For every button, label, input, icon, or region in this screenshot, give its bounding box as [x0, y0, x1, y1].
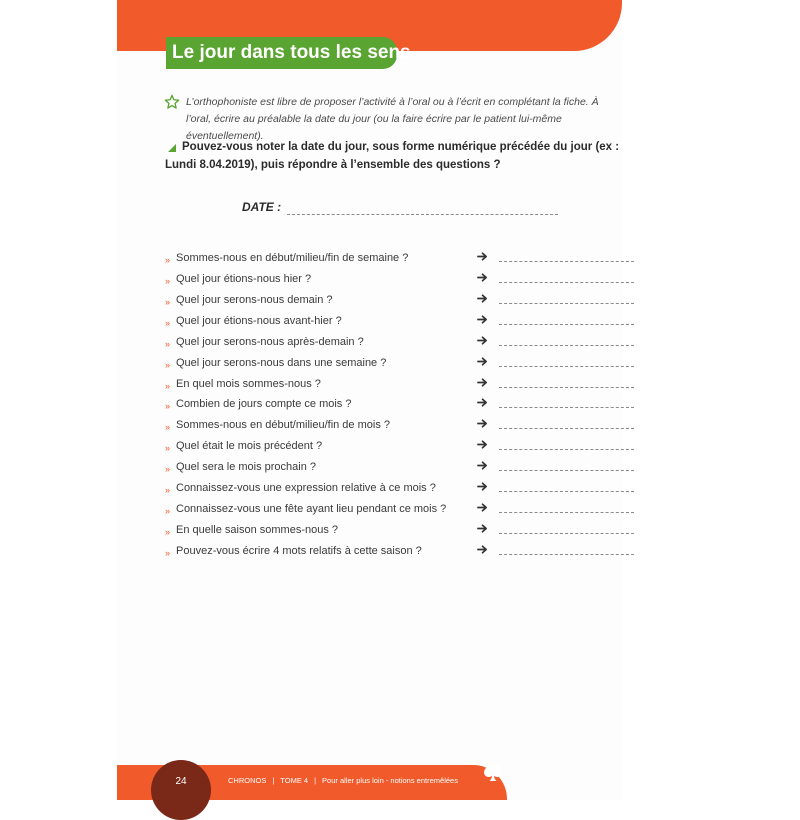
bullet-icon: »	[165, 526, 171, 537]
answer-line[interactable]	[499, 407, 634, 408]
item-text: Sommes-nous en début/milieu/fin de mois ?	[176, 419, 390, 432]
page-number-circle	[151, 760, 211, 820]
arrow-right-icon	[477, 418, 488, 429]
item-text: Quel était le mois précédent ?	[176, 440, 323, 453]
bullet-icon: »	[165, 506, 171, 517]
arrow-right-icon	[477, 356, 488, 367]
footer-separator: |	[272, 776, 275, 785]
answer-line[interactable]	[499, 470, 634, 471]
answer-line[interactable]	[499, 512, 634, 513]
list-item	[165, 356, 635, 377]
instructions-note: L’orthophoniste est libre de proposer l’activité à l’oral ou à l’écrit en complétant la fiche. À l’oral, écrire au préalable la date du jour (ou la faire écrire par le patient lui-même éventuellement).	[186, 96, 599, 142]
bullet-icon: »	[165, 359, 171, 370]
item-text: Quel jour serons-nous après-demain ?	[176, 335, 364, 348]
bullet-icon: »	[165, 422, 171, 433]
list-item	[165, 523, 635, 544]
item-text: Quel sera le mois prochain ?	[176, 461, 317, 474]
arrow-right-icon	[477, 523, 488, 534]
list-item	[165, 377, 635, 398]
bullet-icon: »	[165, 443, 171, 454]
item-text: En quelle saison sommes-nous ?	[176, 523, 339, 536]
item-text: Quel jour serons-nous dans une semaine ?	[176, 356, 387, 369]
footer-volume: TOME 4	[280, 776, 309, 785]
footer-series: CHRONOS	[228, 776, 267, 785]
item-text: Quel jour étions-nous hier ?	[176, 272, 312, 285]
footer-caption	[228, 776, 458, 785]
date-input-line[interactable]	[287, 214, 558, 215]
arrow-right-icon	[477, 272, 488, 283]
list-item	[165, 335, 635, 356]
arrow-right-icon	[477, 460, 488, 471]
star-outline-icon	[164, 94, 180, 110]
arrow-right-icon	[477, 544, 488, 555]
answer-line[interactable]	[499, 491, 634, 492]
bullet-icon: »	[165, 338, 171, 349]
arrow-right-icon	[477, 293, 488, 304]
item-text: Quel jour étions-nous avant-hier ?	[176, 314, 342, 327]
answer-line[interactable]	[499, 282, 634, 283]
bullet-icon: »	[165, 464, 171, 475]
item-text: Combien de jours compte ce mois ?	[176, 398, 352, 411]
list-item	[165, 439, 635, 460]
footer-separator: |	[314, 776, 317, 785]
bullet-icon: »	[165, 380, 171, 391]
answer-line[interactable]	[499, 261, 634, 262]
answer-line[interactable]	[499, 554, 634, 555]
page-number: 24	[175, 776, 187, 787]
arrow-right-icon	[477, 502, 488, 513]
page-title: Le jour dans tous les sens	[166, 37, 397, 69]
spade-icon	[483, 760, 503, 782]
bullet-icon: »	[165, 401, 171, 412]
date-label: DATE :	[242, 200, 282, 214]
arrow-right-icon	[477, 397, 488, 408]
arrow-right-icon	[477, 314, 488, 325]
item-text: En quel mois sommes-nous ?	[176, 377, 321, 390]
bullet-icon: »	[165, 255, 171, 265]
bullet-icon: »	[165, 275, 171, 286]
arrow-right-icon	[477, 439, 488, 450]
arrow-right-icon	[477, 377, 488, 388]
main-question: Pouvez-vous noter la date du jour, sous forme numérique précédée du jour (ex : Lundi 8.04.2019), puis répondre à l’ensemble des questions ?	[165, 141, 620, 171]
bullet-icon: »	[165, 317, 171, 328]
item-text: Connaissez-vous une expression relative à ce mois ?	[176, 482, 436, 495]
item-text: Connaissez-vous une fête ayant lieu pendant ce mois ?	[176, 503, 447, 516]
answer-line[interactable]	[499, 449, 634, 450]
list-item	[165, 502, 635, 523]
list-item	[165, 460, 635, 481]
list-item	[165, 272, 635, 293]
answer-line[interactable]	[499, 345, 634, 346]
question-list	[165, 251, 635, 565]
item-text: Sommes-nous en début/milieu/fin de semaine ?	[176, 252, 409, 264]
bullet-icon: »	[165, 485, 171, 496]
answer-line[interactable]	[499, 303, 634, 304]
bullet-icon: »	[165, 296, 171, 307]
answer-line[interactable]	[499, 533, 634, 534]
list-item	[165, 314, 635, 335]
list-item	[165, 251, 635, 272]
answer-line[interactable]	[499, 428, 634, 429]
arrow-right-icon	[477, 335, 488, 346]
list-item	[165, 544, 635, 565]
list-item	[165, 418, 635, 439]
arrow-right-icon	[477, 251, 488, 262]
arrow-right-icon	[477, 481, 488, 492]
answer-line[interactable]	[499, 366, 634, 367]
list-item	[165, 397, 635, 418]
item-text: Quel jour serons-nous demain ?	[176, 293, 333, 306]
bullet-icon: »	[165, 547, 171, 558]
list-item	[165, 481, 635, 502]
list-item	[165, 293, 635, 314]
answer-line[interactable]	[499, 324, 634, 325]
footer-subtitle: Pour aller plus loin - notions entremêlées	[322, 776, 458, 785]
item-text: Pouvez-vous écrire 4 mots relatifs à cette saison ?	[176, 544, 422, 557]
answer-line[interactable]	[499, 387, 634, 388]
